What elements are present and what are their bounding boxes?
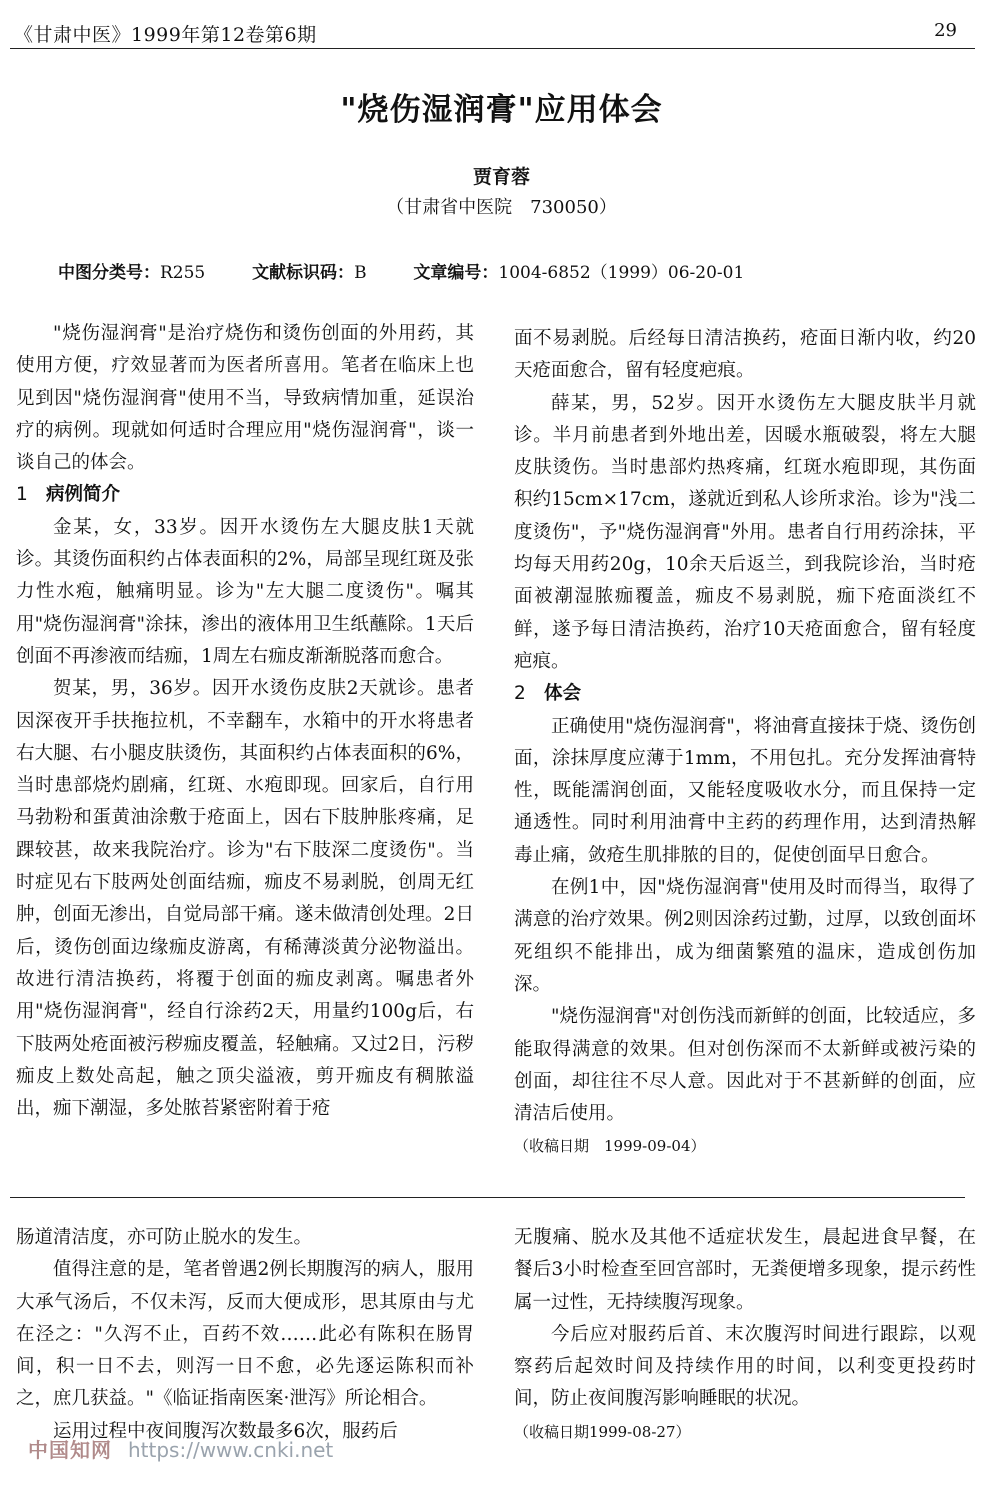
previous-paragraph-4: 无腹痛、脱水及其他不适症状发生，晨起进食早餐，在餐后3小时检查至回宫部时，无粪便增多现象，提示药性属一过性，无持续腹泻现象。 bbox=[514, 1227, 976, 1313]
previous-article-column-right bbox=[514, 1222, 976, 1448]
previous-article-column-left bbox=[16, 1222, 474, 1448]
doc-code-label: 文献标识码： bbox=[252, 263, 355, 283]
clc-label: 中图分类号： bbox=[58, 263, 160, 283]
section-number: 1 bbox=[16, 484, 28, 506]
article-author: 贾育蓉 bbox=[472, 166, 530, 188]
previous-paragraph-3: 运用过程中夜间腹泻次数最多6次，服药后 bbox=[53, 1420, 398, 1442]
section-number: 2 bbox=[514, 683, 526, 705]
article-title: "烧伤湿润膏"应用体会 bbox=[340, 92, 663, 128]
discussion-paragraph-1: 正确使用"烧伤湿润膏"，将油膏直接抹于烧、烫伤创面，涂抹厚度应薄于1mm，不用包扎。充分发挥油膏特性，既能濡润创面，又能轻度吸收水分，而且保持一定通透性。同时利用油膏中主药的药理作用，达到清热解毒止痛，敛疮生肌排脓的目的，促使创面早日愈合。 bbox=[514, 715, 976, 866]
clc-value: R255 bbox=[160, 263, 206, 283]
classification-line bbox=[58, 258, 744, 283]
previous-received-date: （收稿日期1999-08-27） bbox=[514, 1422, 691, 1441]
section-title: 病例简介 bbox=[46, 484, 121, 506]
section-divider-rule bbox=[10, 1197, 965, 1198]
header-rule bbox=[10, 48, 975, 49]
section-title: 体会 bbox=[544, 683, 582, 705]
case-1-paragraph: 金某，女，33岁。因开水烫伤左大腿皮肤1天就诊。其烫伤面积约占体表面积的2%，局部呈现红斑及张力性水疱，触痛明显。诊为"左大腿二度烫伤"。嘱其用"烧伤湿润膏"涂抹，渗出的液体用卫生纸蘸除。1天后创面不再渗液而结痂，1周左右痂皮渐渐脱落而愈合。 bbox=[16, 516, 474, 667]
doc-code-value: B bbox=[354, 263, 367, 283]
author-affiliation: （甘肃省中医院 730050） bbox=[386, 197, 617, 218]
case-3-paragraph: 薛某，男，52岁。因开水烫伤左大腿皮肤半月就诊。半月前患者到外地出差，因暖水瓶破裂，将左大腿皮肤烫伤。当时患部灼热疼痛，红斑水疱即现，其伤面积约15cm×17cm，遂就近到私人诊所求治。诊为"浅二度烫伤"，予"烧伤湿润膏"外用。患者自行用药涂抹，平均每天用药20g，10余天后返兰，到我院诊治，当时疮面被潮湿脓痂覆盖，痂皮不易剥脱，痂下疮面淡红不鲜，遂予每日清洁换药，治疗10天疮面愈合，留有轻度疤痕。 bbox=[514, 392, 976, 672]
cnki-logo: 中国知网 bbox=[28, 1438, 112, 1462]
discussion-paragraph-2: 在例1中，因"烧伤湿润膏"使用及时而得当，取得了满意的治疗效果。例2则因涂药过勤，过厚，以致创面坏死组织不能排出，成为细菌繁殖的温床，造成创伤加深。 bbox=[514, 877, 976, 995]
discussion-paragraph-3: "烧伤湿润膏"对创伤浅而新鲜的创面，比较适应，多能取得满意的效果。但对创伤深而不太新鲜或被污染的创面，却往往不尽人意。因此对于不甚新鲜的创面，应清洁后使用。 bbox=[514, 1006, 976, 1125]
previous-paragraph-5: 今后应对服药后首、末次腹泻时间进行跟踪，以观察药后起效时间及持续作用的时间，以利变更投药时间，防止夜间腹泻影响睡眠的状况。 bbox=[514, 1323, 976, 1410]
case-2-continued: 面不易剥脱。后经每日清洁换药，疮面日渐内收，约20天疮面愈合，留有轻度疤痕。 bbox=[514, 328, 976, 382]
previous-paragraph-1: 肠道清洁度，亦可防止脱水的发生。 bbox=[16, 1227, 313, 1248]
article-column-left bbox=[16, 318, 474, 1125]
section-heading-cases bbox=[16, 479, 474, 511]
cnki-url: https://www.cnki.net bbox=[128, 1438, 334, 1462]
intro-paragraph: "烧伤湿润膏"是治疗烧伤和烫伤创面的外用药，其使用方便，疗效显著而为医者所喜用。笔者在临床上也见到因"烧伤湿润膏"使用不当，导致病情加重，延误治疗的病例。现就如何适时合理应用"烧伤湿润膏"，谈一谈自己的体会。 bbox=[16, 323, 474, 474]
cnki-watermark bbox=[28, 1434, 333, 1463]
article-number-value: 1004-6852（1999）06-20-01 bbox=[498, 263, 745, 283]
page-number: 29 bbox=[934, 20, 957, 41]
received-date: （收稿日期 1999-09-04） bbox=[514, 1137, 706, 1156]
case-2-paragraph: 贺某，男，36岁。因开水烫伤皮肤2天就诊。患者因深夜开手扶拖拉机，不幸翻车，水箱中的开水将患者右大腿、右小腿皮肤烫伤，其面积约占体表面积的6%，当时患部烧灼剧痛，红斑、水疱即现。回家后，自行用马勃粉和蛋黄油涂敷于疮面上，因右下肢肿胀疼痛，足踝较甚，故来我院治疗。诊为"右下肢深二度烫伤"。当时症见右下肢两处创面结痂，痂皮不易剥脱，创周无红肿，创面无渗出，自觉局部干痛。遂未做清创处理。2日后，烫伤创面边缘痂皮游离，有稀薄淡黄分泌物溢出。故进行清洁换药，将覆于创面的痂皮剥离。嘱患者外用"烧伤湿润膏"，经自行涂药2天，用量约100g后，右下肢两处疮面被污秽痂皮覆盖，轻触痛。又过2日，污秽痂皮上数处高起，触之顶尖溢液，剪开痂皮有稠脓溢出，痂下潮湿，多处脓苔紧密附着于疮 bbox=[16, 678, 474, 1120]
article-column-right bbox=[514, 323, 976, 1163]
previous-paragraph-2: 值得注意的是，笔者曾遇2例长期腹泻的病人，服用大承气汤后，不仅未泻，反而大便成形，思其原由与尤在泾之："久泻不止，百药不效……此必有陈积在肠胃间，积一日不去，则泻一日不愈，必先逐运陈积而补之，庶几获益。"《临证指南医案·泄泻》所论相合。 bbox=[16, 1259, 474, 1410]
running-head: 《甘肃中医》1999年第12卷第6期 bbox=[14, 24, 317, 46]
article-number-label: 文章编号： bbox=[413, 263, 499, 283]
section-heading-discussion bbox=[514, 678, 976, 710]
